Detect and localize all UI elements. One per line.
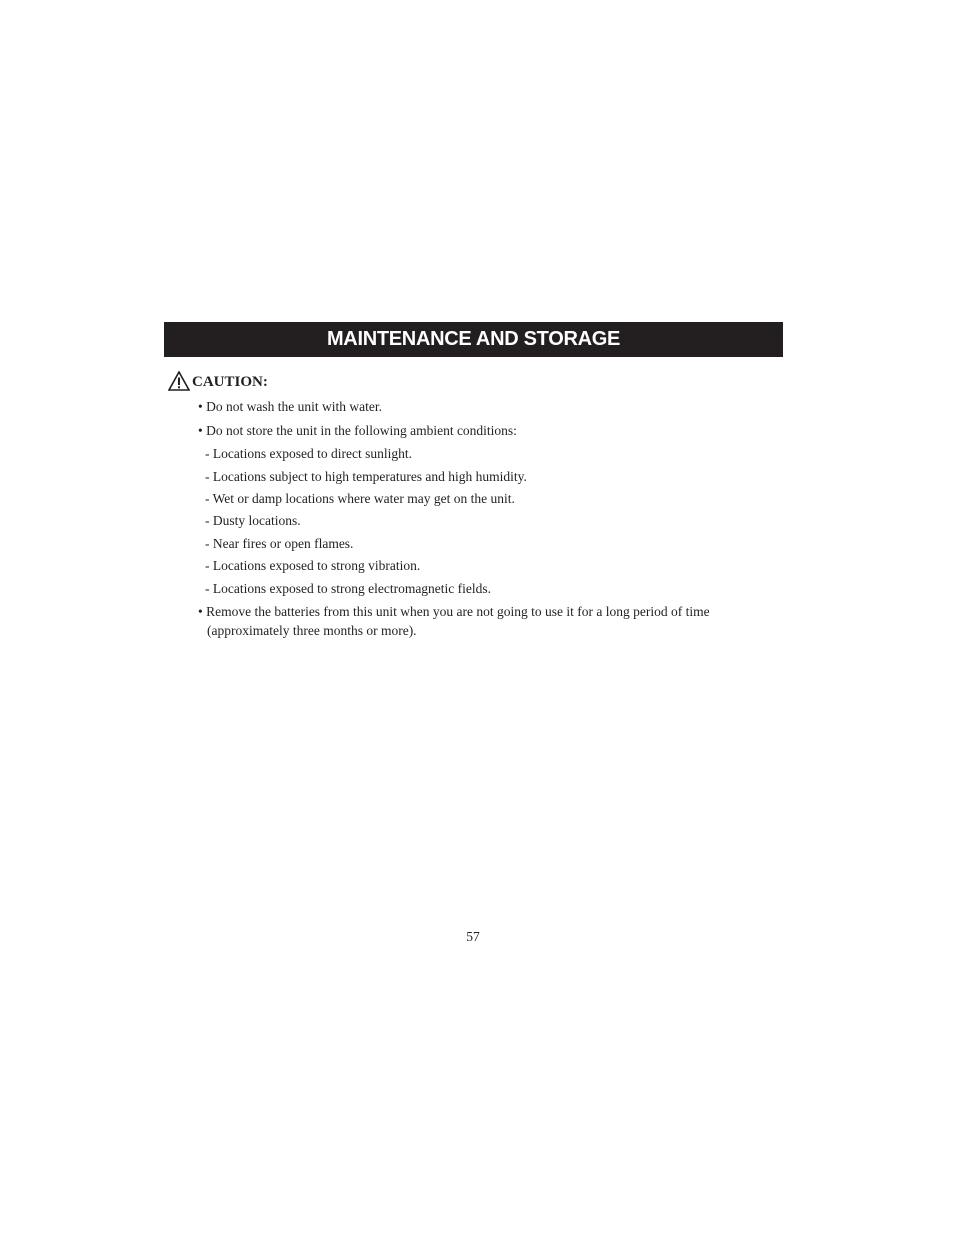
sub-item-fires: - Near fires or open flames.	[205, 536, 354, 551]
list-item-remove-batteries-continued: (approximately three months or more).	[207, 623, 417, 638]
caution-label: CAUTION:	[192, 374, 268, 390]
sub-item-wet-locations: - Wet or damp locations where water may get on the unit.	[205, 491, 515, 506]
sub-item-electromagnetic: - Locations exposed to strong electromagnetic fields.	[205, 581, 492, 596]
list-item-remove-batteries: • Remove the batteries from this unit when you are not going to use it for a long period of time	[198, 604, 710, 619]
sub-item-dusty: - Dusty locations.	[205, 513, 301, 528]
page-number: 57	[466, 929, 480, 944]
section-title: MAINTENANCE AND STORAGE	[326, 328, 621, 350]
list-item-no-store: • Do not store the unit in the following ambient conditions:	[198, 423, 517, 438]
sub-item-heat-humidity: - Locations subject to high temperatures and high humidity.	[205, 469, 527, 484]
warning-triangle-icon	[168, 371, 190, 391]
caution-heading	[168, 369, 268, 391]
sub-item-vibration: - Locations exposed to strong vibration.	[205, 558, 421, 573]
list-item-no-wash: • Do not wash the unit with water.	[198, 399, 382, 414]
section-header-bar	[164, 322, 783, 357]
sub-item-sunlight: - Locations exposed to direct sunlight.	[205, 446, 412, 461]
